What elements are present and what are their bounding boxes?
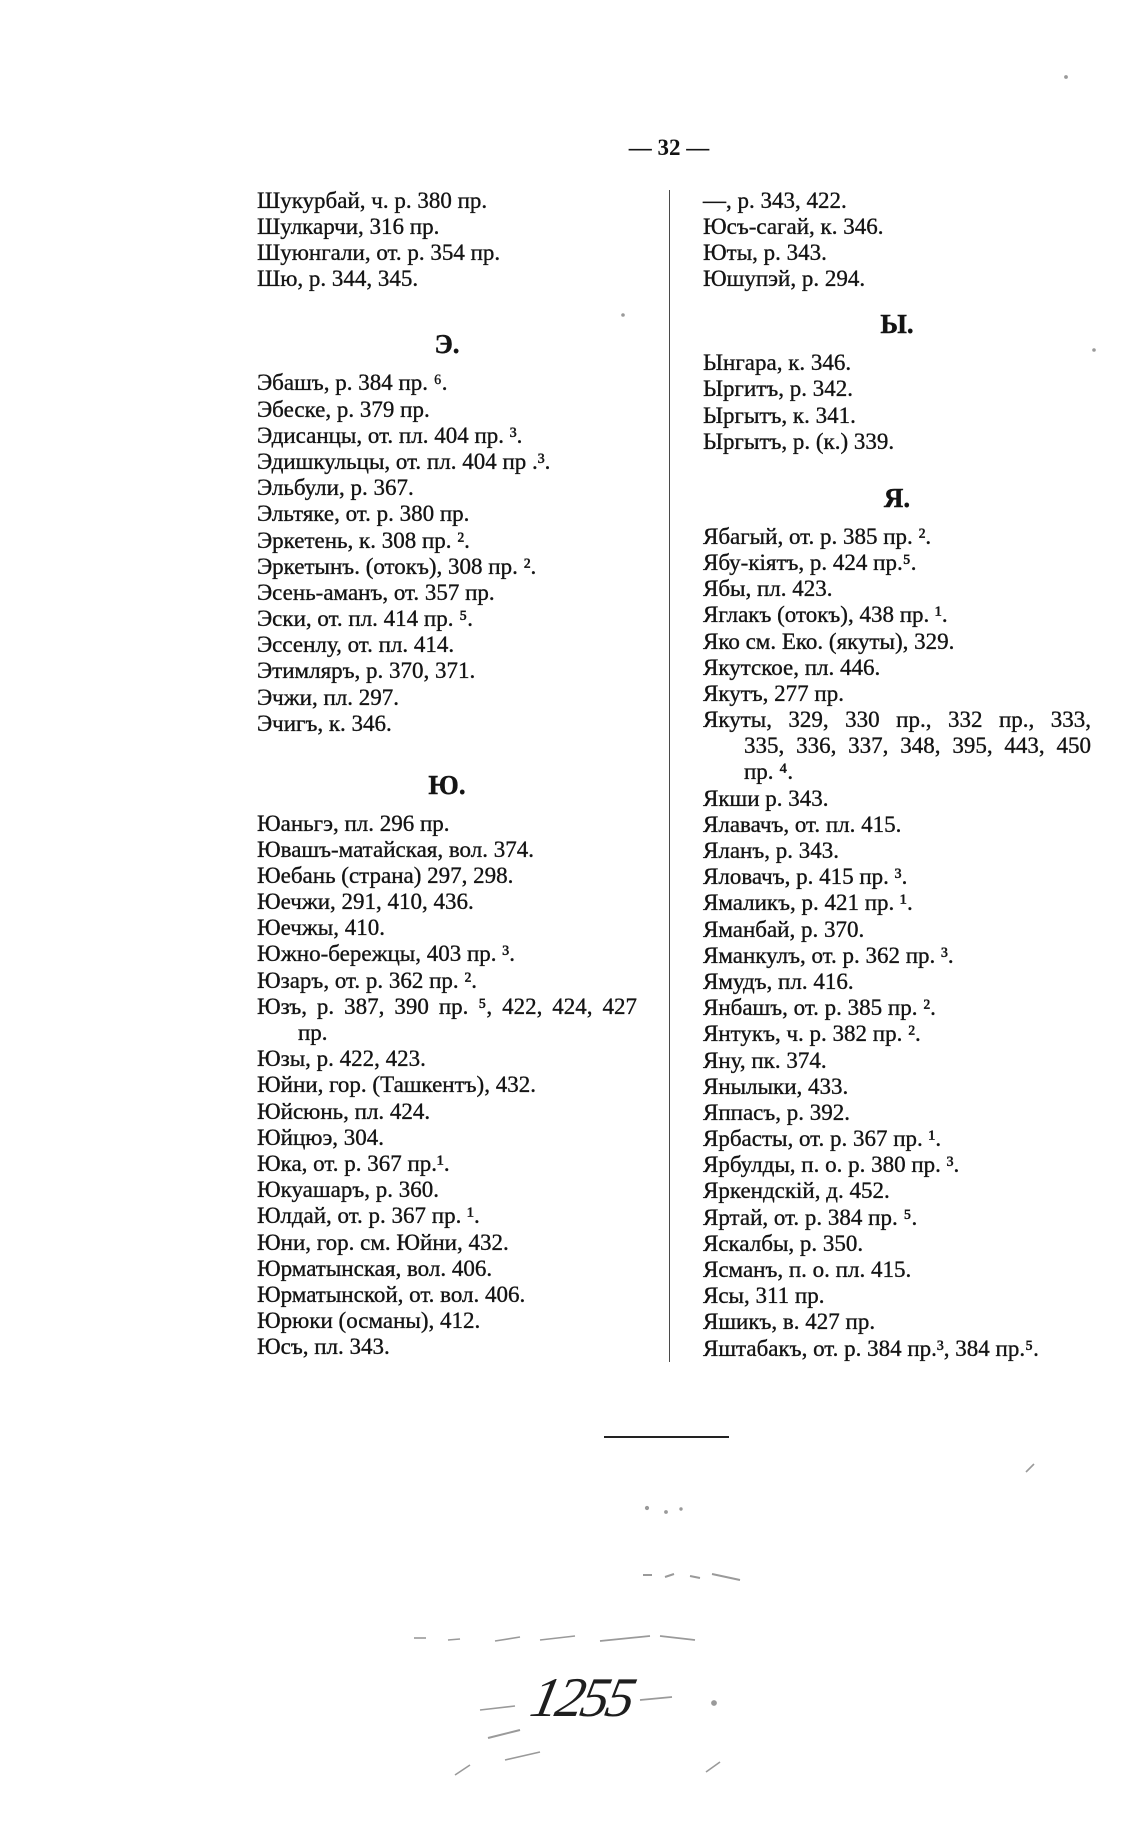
index-entry: Ясы, 311 пр.: [703, 1283, 825, 1309]
scan-speck: [665, 1574, 674, 1577]
index-entry: Шулкарчи, 316 пр.: [257, 213, 440, 239]
index-entry-continuation: пр.: [298, 1020, 328, 1045]
index-entry: Ыргитъ, р. 342.: [703, 376, 853, 402]
section-letter-heading: Ю.: [428, 769, 466, 800]
index-entry: Яштабакъ, от. р. 384 пр.³, 384 пр.⁵.: [703, 1335, 1039, 1361]
index-entry: Юни, гор. см. Юйни, 432.: [257, 1229, 509, 1255]
index-entry: Якутъ, 277 пр.: [703, 680, 844, 706]
index-entry: Южно-бережцы, 403 пр. ³.: [257, 941, 515, 967]
index-entry: Юаньгэ, пл. 296 пр.: [257, 810, 450, 836]
index-entry: Яртай, от. р. 384 пр. ⁵.: [703, 1204, 918, 1230]
index-entry: Юрматынская, вол. 406.: [257, 1255, 493, 1281]
index-entry: Эчжи, пл. 297.: [257, 684, 399, 710]
index-section: [257, 771, 637, 1361]
index-entry: Эльбули, р. 367.: [257, 475, 414, 501]
index-entry: Яркендскій, д. 452.: [703, 1178, 890, 1204]
index-entry: Яскалбы, р. 350.: [703, 1230, 864, 1256]
index-section: [257, 330, 637, 737]
index-entry: Ялавачъ, от. пл. 415.: [703, 811, 902, 837]
index-entry: Юзы, р. 422, 423.: [257, 1046, 426, 1072]
index-entry: Яглакъ (отокъ), 438 пр. ¹.: [703, 602, 948, 628]
section-letter-heading: Я.: [883, 482, 911, 513]
index-entry: Якуты, 329, 330 пр., 332 пр., 333,: [703, 707, 1091, 733]
index-entry: Яловачъ, р. 415 пр. ³.: [703, 864, 908, 890]
index-entry: Юйцюэ, 304.: [257, 1124, 385, 1150]
index-entry: Ярбулды, п. о. р. 380 пр. ³.: [703, 1152, 960, 1178]
end-rule: [604, 1436, 729, 1438]
scan-speck: [640, 1697, 672, 1700]
index-entry: Юечжи, 291, 410, 436.: [257, 889, 474, 915]
index-entry: Эдишкульцы, от. пл. 404 пр .³.: [257, 448, 551, 474]
scan-speck: [680, 1508, 682, 1510]
scan-speck: [1093, 349, 1096, 352]
index-section: [703, 484, 1091, 1362]
index-entry: Юты, р. 343.: [703, 239, 827, 265]
index-entry: Яну, пк. 374.: [703, 1047, 827, 1073]
index-entry: Эдисанцы, от. пл. 404 пр. ³.: [257, 422, 523, 448]
index-section: [703, 310, 1091, 455]
index-entry: Юсъ-сагай, к. 346.: [703, 213, 884, 239]
scan-speck: [495, 1637, 520, 1641]
index-entry: Юйни, гор. (Ташкентъ), 432.: [257, 1072, 536, 1098]
index-entry: Янбашъ, от. р. 385 пр. ².: [703, 995, 936, 1021]
index-entry: Ясманъ, п. о. пл. 415.: [703, 1257, 912, 1283]
index-entry: Шю, р. 344, 345.: [257, 266, 419, 292]
index-entry: Шукурбай, ч. р. 380 пр.: [257, 187, 488, 213]
index-entry: Яшикъ, в. 427 пр.: [703, 1309, 876, 1335]
index-entry: Ынгара, к. 346.: [703, 350, 852, 376]
index-entry-continuation: пр. ⁴.: [744, 759, 794, 785]
index-entry: Юечжы, 410.: [257, 915, 385, 941]
index-entry: Ябы, пл. 423.: [703, 576, 833, 602]
index-section-continued: [257, 188, 637, 293]
index-entry: Эркетынъ. (отокъ), 308 пр. ².: [257, 553, 537, 579]
handwritten-number: 1255: [525, 1667, 639, 1729]
index-entry: Якутское, пл. 446.: [703, 654, 881, 680]
index-entry: Ямудъ, пл. 416.: [703, 968, 854, 994]
scan-speck: [645, 1506, 648, 1509]
scan-speck: [660, 1636, 695, 1640]
index-entry: —, р. 343, 422.: [703, 187, 847, 213]
index-section-continued: [703, 188, 1091, 293]
index-entry: Юзъ, р. 387, 390 пр. ⁵, 422, 424, 427: [257, 993, 637, 1019]
index-entry: Ярбасты, от. р. 367 пр. ¹.: [703, 1126, 942, 1152]
index-entry: Юка, от. р. 367 пр.¹.: [257, 1150, 450, 1176]
index-entry: Эркетень, к. 308 пр. ².: [257, 527, 470, 553]
scan-speck: [690, 1576, 700, 1578]
scan-speck: [712, 1701, 717, 1706]
index-entry: Юебань (страна) 297, 298.: [257, 862, 514, 888]
index-entry: Шуюнгали, от. р. 354 пр.: [257, 239, 501, 265]
scan-speck: [540, 1636, 575, 1640]
column-divider: [669, 190, 670, 1362]
index-column-right: [703, 0, 1091, 1400]
section-letter-heading: Э.: [434, 329, 460, 360]
index-entry: Ямаликъ, р. 421 пр. ¹.: [703, 890, 913, 916]
section-letter-heading: Ы.: [880, 309, 914, 340]
index-entry: Эски, от. пл. 414 пр. ⁵.: [257, 606, 474, 632]
index-entry: Юкуашаръ, р. 360.: [257, 1177, 439, 1203]
index-entry: Яманкулъ, от. р. 362 пр. ³.: [703, 942, 954, 968]
index-entry: Эчигъ, к. 346.: [257, 710, 392, 736]
index-entry: Якши р. 343.: [703, 785, 829, 811]
scan-speck: [480, 1706, 515, 1710]
index-entry: Янылыки, 433.: [703, 1073, 849, 1099]
index-entry: Юшупэй, р. 294.: [703, 266, 866, 292]
index-entry: Яко см. Еко. (якуты), 329.: [703, 628, 955, 654]
index-entry: Ыргытъ, к. 341.: [703, 402, 856, 428]
scan-speck: [712, 1574, 740, 1580]
scan-speck: [706, 1762, 720, 1772]
index-entry: Ябу-кіятъ, р. 424 пр.⁵.: [703, 549, 917, 575]
scan-speck: [665, 1511, 668, 1514]
index-entry: Ябагый, от. р. 385 пр. ².: [703, 523, 932, 549]
index-entry: Юзаръ, от. р. 362 пр. ².: [257, 967, 478, 993]
index-entry: Яманбай, р. 370.: [703, 916, 865, 942]
index-entry: Эбеске, р. 379 пр.: [257, 396, 430, 422]
index-entry: Юрюки (османы), 412.: [257, 1308, 481, 1334]
index-entry: Юрматынской, от. вол. 406.: [257, 1281, 526, 1307]
scan-speck: [488, 1730, 520, 1738]
index-entry: Юсъ, пл. 343.: [257, 1334, 390, 1360]
index-entry: Ювашъ-матайская, вол. 374.: [257, 836, 534, 862]
index-entry: Юлдай, от. р. 367 пр. ¹.: [257, 1203, 480, 1229]
scan-speck: [455, 1765, 470, 1775]
scan-speck: [505, 1752, 540, 1760]
index-entry: Ыргытъ, р. (к.) 339.: [703, 428, 895, 454]
index-entry: Эбашъ, р. 384 пр. ⁶.: [257, 370, 448, 396]
index-entry: Юйсюнь, пл. 424.: [257, 1098, 431, 1124]
index-entry-continuation: 335, 336, 337, 348, 395, 443, 450: [744, 733, 1091, 759]
index-entry: Яппасъ, р. 392.: [703, 1099, 851, 1125]
index-entry: Эссенлу, от. пл. 414.: [257, 632, 455, 658]
index-entry: Эсень-аманъ, от. 357 пр.: [257, 579, 495, 605]
index-entry: Этимляръ, р. 370, 371.: [257, 658, 476, 684]
index-entry: Яланъ, р. 343.: [703, 838, 839, 864]
index-entry: Эльтяке, от. р. 380 пр.: [257, 501, 470, 527]
scan-speck: [1026, 1464, 1034, 1472]
scan-speck: [600, 1636, 650, 1641]
index-column-left: [257, 0, 637, 1400]
index-entry: Янтукъ, ч. р. 382 пр. ².: [703, 1021, 921, 1047]
page-number: — 32 —: [628, 135, 710, 160]
scan-speck: [448, 1639, 460, 1640]
